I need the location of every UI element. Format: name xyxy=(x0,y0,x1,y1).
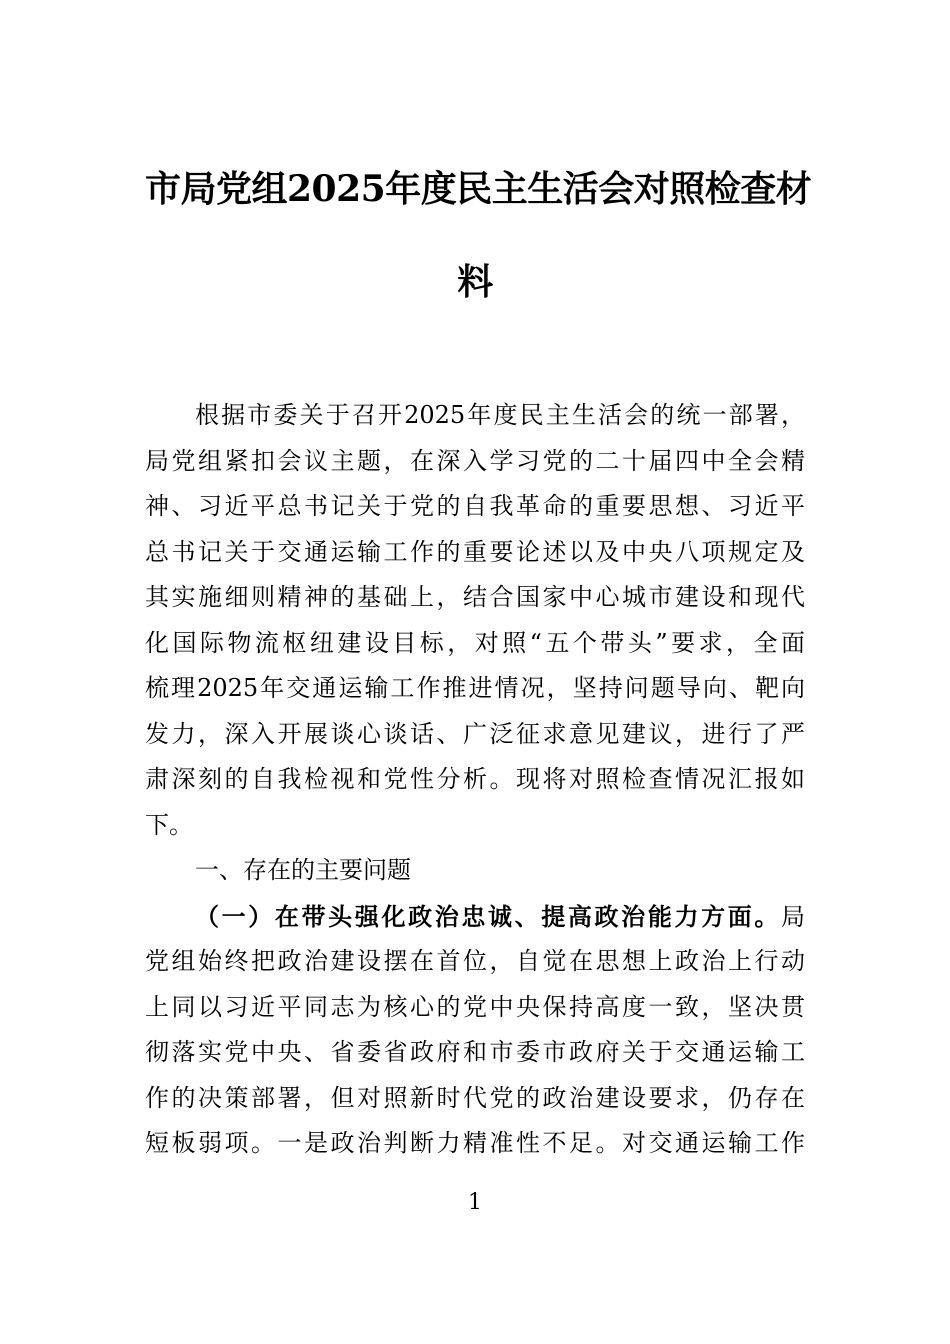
document-title xyxy=(145,165,812,307)
paragraph-line: 下。 xyxy=(145,810,193,839)
paragraph-line: 发力，深入开展谈心谈话、广泛征求意见建议，进行了严 xyxy=(145,719,805,748)
title-line-1: 市局党组2025年度民主生活会对照检查材 xyxy=(145,168,812,210)
page-number: 1 xyxy=(468,1190,482,1215)
paragraph-line: 其实施细则精神的基础上，结合国家中心城市建设和现代 xyxy=(145,583,805,611)
paragraph-line: 局党组紧扣会议主题，在深入学习党的二十届四中全会精 xyxy=(145,446,805,475)
paragraph-line: 党组始终把政治建设摆在首位，自觉在思想上政治上行动 xyxy=(145,947,805,975)
paragraph-line: 梳理2025年交通运输工作推进情况，坚持问题导向、靶向 xyxy=(145,674,805,702)
paragraph-line: 化国际物流枢纽建设目标，对照“五个带头”要求，全面 xyxy=(145,628,805,657)
subsection-first-line xyxy=(145,894,805,940)
subsection-heading: （一）在带头强化政治忠诚、提高政治能力方面。 xyxy=(195,901,781,931)
section-heading: 一、存在的主要问题 xyxy=(195,856,411,884)
paragraph-line: 彻落实党中央、省委省政府和市委市政府关于交通运输工 xyxy=(145,1038,805,1066)
title-line-2: 料 xyxy=(457,261,493,303)
paragraph-line: 作的决策部署，但对照新时代党的政治建设要求，仍存在 xyxy=(145,1083,805,1112)
paragraph-line: 短板弱项。一是政治判断力精准性不足。对交通运输工作 xyxy=(145,1129,805,1157)
paragraph-line: 上同以习近平同志为核心的党中央保持高度一致，坚决贯 xyxy=(145,992,805,1021)
paragraph-line: 肃深刻的自我检视和党性分析。现将对照检查情况汇报如 xyxy=(145,765,805,793)
paragraph-line: 神、习近平总书记关于党的自我革命的重要思想、习近平 xyxy=(145,492,805,520)
document-body xyxy=(145,393,805,1167)
paragraph-line: 总书记关于交通运输工作的重要论述以及中央八项规定及 xyxy=(145,537,805,566)
subsection-line-start: 局 xyxy=(781,902,805,931)
paragraph-line: 根据市委关于召开2025年度民主生活会的统一部署， xyxy=(195,401,805,429)
